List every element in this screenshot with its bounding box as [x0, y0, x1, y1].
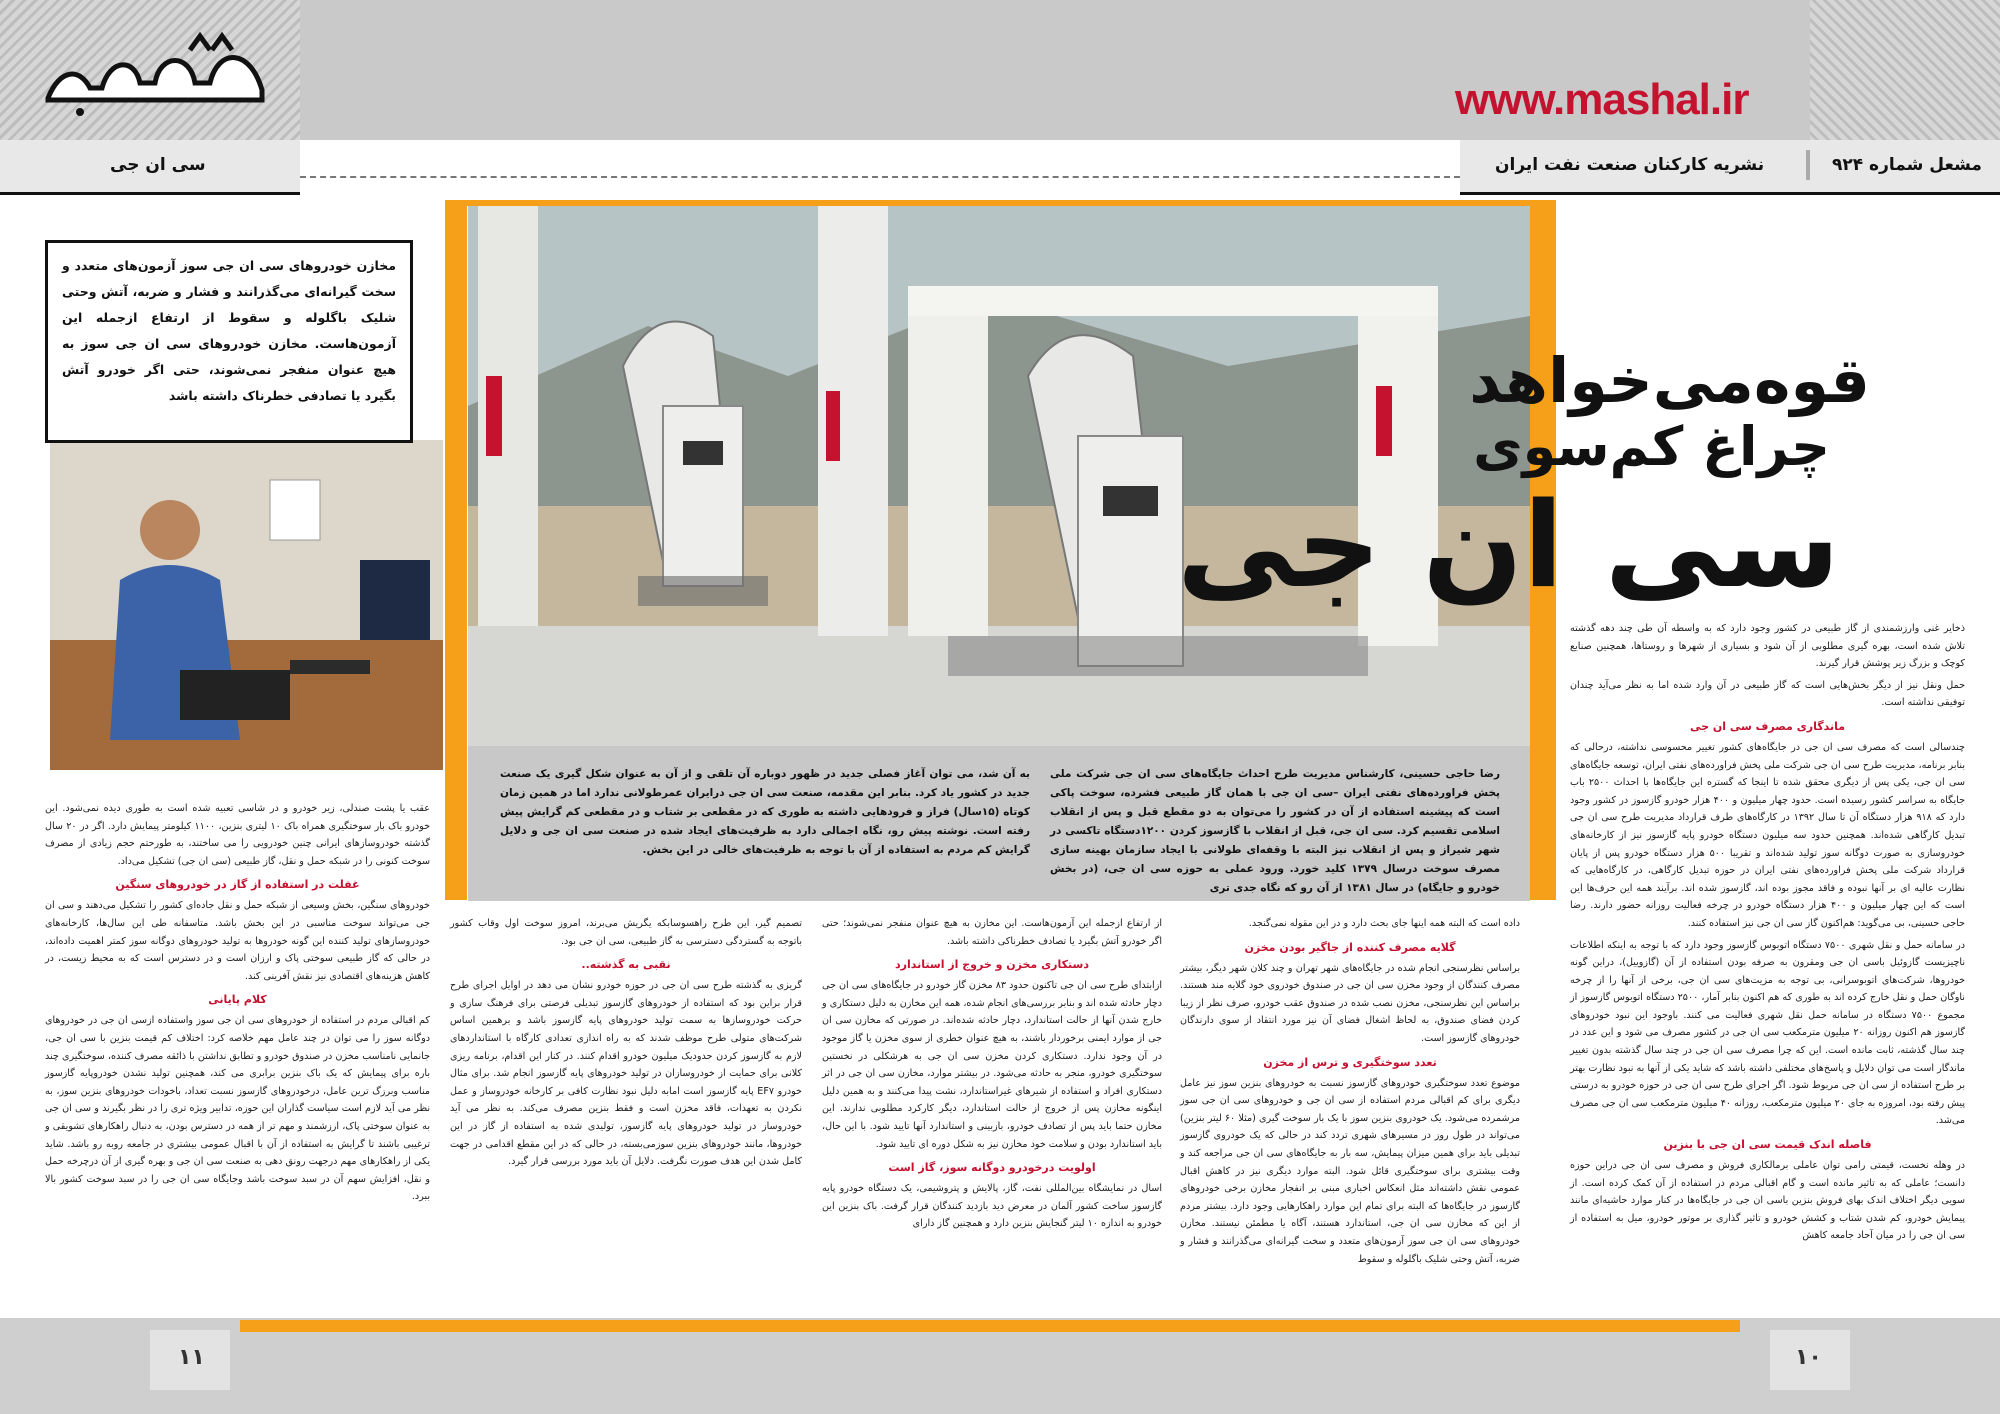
- c3-p1: از ارتفاع ازجمله این آزمون‌هاست. این مخازن به هیچ عنوان منفجر نمی‌شوند؛ حتی اگر خودرو آتش بگیرد یا تصادف خطرناکی داشته باشد.: [822, 918, 1162, 947]
- footer-band: [0, 1318, 2000, 1414]
- c1-p5: در وهله نخست، قیمتی رامی توان عاملی برمالکاری فروش و مصرف سی ان جی دراین حوزه دانست؛ عاملی که به تاثیر مانده است و گام اقبالی مردم در استفاده از آن کمک کرده است. از سویی دیگر اختلاف اندک بهای فروش بنزین باسی ان جی در جایگاه‌ها در کنار موارد حاشیه‌ای مانند پیمایش خودرو، کم شدن شتاب و کشش خودرو و تاثیر گذاری بر موتور خودرو، میل به استفاده از سی ان جی را در میان آحاد جامعه کاهش: [1570, 1160, 1965, 1242]
- c1-heading-1: ماندگاری مصرف سی ان جی: [1689, 719, 1846, 733]
- website-url[interactable]: www.mashal.ir: [1455, 75, 1749, 124]
- column-3: [822, 915, 1162, 1237]
- c5-heading-2: کلام پایانی: [208, 993, 267, 1007]
- header-dashed-rule: [300, 176, 1460, 178]
- c2-p2: براساس نظرسنجی انجام شده در جایگاه‌های شهر تهران و چند کلان شهر دیگر، بیشتر مصرف کنندگان از وجود مخزن سی ان جی در صندوق خودروی خود گلایه مند هستند. براساس این نظرسنجی، مخزن نصب شده در صندوق عقب خودرو، صرف نظر از زیبا کردن فضای صندوق، به لحاظ اشغال فضای آن نیز مورد انتقاد از سوی دارندگان خودروهای گازسوز است.: [1180, 962, 1520, 1044]
- c1-heading-2: فاصله اندک قیمت سی ان جی با بنزین: [1663, 1138, 1872, 1152]
- c5-heading-1: غفلت در استفاده از گاز در خودروهای سنگین: [115, 878, 360, 892]
- intro-caption-left: به آن شد، می توان آغاز فصلی جدید در ظهور دوباره آن تلقی و از آن به عنوان شکل گیری یک صنعت جدید در کشور یاد کرد. بنابر این مقدمه، صنعت سی ان جی درایران عمرطولانی ندارد اما در همین زمان کوتاه (۱۵سال) فراز و فرودهایی داشته به طوری که در مقطعی بر شتاب و در مقطعی کم گرایش پیش رفته است. نوشته پیش رو، نگاه اجمالی دارد به ظرفیت‌های ایجاد شده در صنعت سی ان جی و دلایل گرایش کم مردم به استفاده از آن با توجه به ظرفیت‌های خالی در این بخش.: [500, 768, 1031, 856]
- c5-p3: کم اقبالی مردم در استفاده از خودروهای سی ان جی سوز واستفاده ازسی ان جی در خودروهای دوگانه سوز را می توان در چند عامل مهم خلاصه کرد: اختلاف کم قیمت بنزین با سی ان جی، جانمایی نامناسب مخزن در صندوق خودرو و تطابق نداشتن با ذائقه مصرف کننده، سوختگیری چند باره برای پیمایش که یک باک بنزین برابری می کند، همچنین تولید نشدن خودروپایه گازسوز مناسب وبرزگ ترین عامل، درخودروهای گازسوز نسبت تعداد، باخودات خودروهای بنزین سوز، به نظر می آید لازم است سیاست گذاران این حوزه، تدابیر ویژه تری را در نظر بگیرند و سی ان جی به عنوان سوختی پاک، ارزشمند و مهم تر از همه در دسترس بودن، به دنبال راهکارهای تشویقی و ترغیبی باشند تا گرایش به استفاده از آن با اقبال عمومی بیشتری در جامعه روبه رو باشد. شاید یکی از راهکارهای مهم درجهت رونق دهی به صنعت سی ان جی و بهره گیری از آن درچرخه حمل و نقل، افزایش سهم آن در سبد سوخت باشد وجایگاه سی ان جی را در سبد سوخت کشور بالا ببرد.: [45, 1015, 430, 1203]
- c2-heading-1: گلایه مصرف کننده از جاگیر بودن مخزن: [1244, 940, 1456, 954]
- c5-p1: عقب یا پشت صندلی، زیر خودرو و در شاسی تعبیه شده است به طوری دیده نمی‌شود. این خودرو باک بار سوختگیری همراه باک ۱۰ لیتری بنزین، ۱۱۰۰ کیلومتر پیمایش دارد. اگر در ۲۰ سال گذشته خودروسازهای ایرانی چنین خودرویی را می ساختند، به طورحتم حجم زیادی از مصرف سوخت کنونی را در شبکه حمل و نقل، گاز طبیعی (سی ان جی) تشکیل می‌داد.: [45, 803, 430, 867]
- c1-p1: ذخایر غنی وارزشمندی از گاز طبیعی در کشور وجود دارد که به واسطه آن طی چند دهه گذشته تلاش شده است، بهره گیری مطلوبی از آن شود و بسیاری از شهرها و روستاها، همچنین صنایع کوچک و بزرگ زیر پوشش قرار گیرند.: [1570, 623, 1965, 670]
- column-4: [450, 915, 802, 1175]
- office-worker-photo: [50, 440, 443, 770]
- publication-name: نشریه کارکنان صنعت نفت ایران: [1495, 155, 1765, 175]
- c4-p1: تصمیم گیر، این طرح راهسوسابکه یگریش می‌برند، امروز سوخت اول وقاب کشور باتوجه به گستردگی دسترسی به گاز طبیعی، سی ان جی بود.: [450, 918, 802, 947]
- c2-p1: داده است که البته همه اینها جای بحث دارد و در این مقوله نمی‌گنجد.: [1248, 918, 1520, 929]
- c3-heading-2: اولویت درخودرو دوگانه سوز، گاز است: [888, 1161, 1096, 1175]
- column-5: [45, 800, 430, 1210]
- headline-line-1: قوه‌می‌خواهد: [1469, 344, 1870, 417]
- section-title: سی ان جی: [110, 155, 206, 175]
- c1-p4: در سامانه حمل و نقل شهری ۷۵۰۰ دستگاه اتوبوس گازسوز وجود دارد که با توجه به اینکه اطلاعات ناچیزیست گازوئیل باسی ان جی ومقرون به صرفه بودن استفاده از آن (گازوییل)، دراین گونه خودروها، شرکت‌های اتوبوسرانی، بی توجه به مزیت‌های سی ان جی، برخی از آنها را از چرخه ناوگان حمل و نقل خارج کرده اند به طوری که هم اکنون بنابر آمار، ۲۵۰۰ دستگاه اتوبوس گازسوز از مجموع ۷۵۰۰ دستگاه در سامانه حمل نقل شهری فعالیت می کنند. باوجود این نبود خودروهای گازسوز هم اکنون روزانه ۲۰ میلیون مترمکعب سی ان جی در کشور مصرف می شود و این عدد در چند سال گذشته، ثابت مانده است. این که چرا مصرف سی ان جی در چند سال گذشته بدون تغییر ماندگار است می توان دلایل و پاسخ‌های مختلفی داشته باشد که شاید یکی از آنها به نبود نظارت بهتر بر طرح استفاده از سی ان جی مربوط شود. اگر اجرای طرح سی ان جی در حوزه خودرو به درستی پیش رفته بود، امروزه به جای ۲۰ میلیون مترمکعب، روزانه ۴۰ میلیون مترمکعب سی ان جی مصرف می‌شد.: [1570, 939, 1966, 1127]
- c5-p2: خودروهای سنگین، بخش وسیعی از شبکه حمل و نقل جاده‌ای کشور را تشکیل می‌دهند و سی ان جی می‌تواند سوخت مناسبی در این بخش باشد. متاسفانه طی این سال‌ها، کارخانه‌های خودروسازهای تولید کننده این گونه خودروها به تولید خودروهای دوگانه سوز کمتر اهمیت داده‌اند، در حالی که گاز طبیعی سوختی پاک و ارزان است و در دسترس است که به محیط زیست، در کاهش هزینه‌های اقتصادی نیز نقش آفرینی کند.: [45, 900, 430, 982]
- issue-number: مشعل شماره ۹۲۴: [1832, 155, 1982, 175]
- mashal-logo: [40, 28, 270, 118]
- c3-p2: ازابتدای طرح سی ان جی تاکنون حدود ۸۳ مخزن گاز خودرو در جایگاه‌های سی ان جی دچار حادثه شده اند و بنابر بررسی‌های انجام شده، همه این مخازن به دلیل دستکاری و خارج شدن آنها از حالت استاندارد، دچار حادثه شده‌اند. در صورتی که مخازن سی ان جی از موارد ایمنی برخوردار باشند، به هیچ عنوان خطری از سوی مخزن یا گاز موجود در آن وجود ندارد. دستکاری کردن مخزن سی ان جی به هرشکلی در نخستین سوختگیری خودرو، منجر به حادثه می‌شود. در بیشتر موارد، مخازن سی ان جی در اثر دستکاری افراد و استفاده از شیرهای غیراستاندارد، نشت پیدا می‌کنند و به همین دلیل اینگونه مخازن پس از خروج از حالت استاندارد، دیگر کارکرد مطلوبی ندارند. این مخازن حتما باید پس از تصادف خودرو، بازبینی و استاندارد آنها تایید شود. با این حال، باید استاندارد بودن و سلامت خود مخازن نیز به شکل دوره ای تایید شود.: [822, 980, 1162, 1150]
- header-separator: [1806, 150, 1810, 180]
- column-1: [1570, 620, 1965, 1249]
- c3-heading-1: دستکاری مخزن و خروج از استاندارد: [895, 958, 1089, 972]
- c2-p3: موضوع تعدد سوختگیری خودروهای گازسوز نسبت به خودروهای بنزین سوز نیز عامل دیگری برای کم اقبالی مردم استفاده از سی ان جی و خودروهای سی ان جی سوز مرشمرده می‌شود. یک خودروی بنزین سوز با یک بار سوخت گیری (مثلا ۶۰ لیتر بنزین) می‌تواند در طول روز در مسیرهای شهری تردد کند در حالی که یک خودروی گازسوز تبدیلی باید برای همین میزان پیمایش، سه بار به جایگاه‌های سی ان جی مراجعه کند و وقت بیشتری برای سوختگیری قائل شود. البته موارد دیگری نیز در کاهش اقبال عمومی نقش داشته‌اند مثل انعکاس اخباری مبنی بر انفجار مخازن برخی خودروهای گازسوز در جایگاه‌ها که البته برای تمام این موارد راهکارهایی وجود دارد. بیشتر مردم از این که مخازن سی ان جی، استاندارد هستند، آگاه یا مطمئن نیستند. مخازن خودروهای سی ان جی سوز آزمون‌های متعدد و سخت گیرانه‌ای می‌گذرانند و فشار و ضربه، آتش وحتی شلیک باگلوله و سقوط: [1180, 1077, 1520, 1265]
- c1-p3: چندسالی است که مصرف سی ان جی در جایگاه‌های کشور تغییر محسوسی نداشته، درحالی که بنابر برنامه، مدیریت طرح سی ان جی شرکت ملی پخش فراورده‌های نفتی ایران، توسعه جایگاه‌های سی ان جی، یکی پس از دیگری محقق شده تا اینجا که گستره این جایگاه‌ها با احداث ۲۵۰۰ باب جایگاه به سراسر کشور رسیده است. حدود چهار میلیون و ۴۰۰ هزار خودرو گازسوز در کشور وجود دارد که ۹۱۸ هزار دستگاه آن تا سال ۱۳۹۲ در کارگاه‌های طرف قرارداد مدیریت طرح سی ان جی تبدیل کارگاهی شده‌اند. همچنین حدود سه میلیون دستگاه خودرو پایه گازسوز نیز از کارخانه‌های خودروسازی به صورت دوگانه سوز تولید شده‌اند و تقریبا ۵۰۰ هزار دستگاه خودرو پس از پایان قرارداد شرکت ملی پخش فراورده‌های نفتی ایران در حوزه تبدیل کارگاهی، در کارگاه‌هایی که نظارت عالیه ای بر آنها نبوده و فاقد مجوز بوده اند، گازسوز شده اند. برآیند همه این حرف‌ها این است که این چهار میلیون و ۴۰۰ هزار دستگاه خودرو در چرخه فعالیت روزانه حضور دارند. رضا حاجی حسینی، بی می‌گوید: هم‌اکنون گاز سی ان جی نیز استفاده کنند.: [1570, 741, 1965, 929]
- page-number-right: ۱۰: [1795, 1345, 1822, 1370]
- page-number-left: ۱۱: [178, 1345, 205, 1370]
- intro-caption-right: رضا حاجی حسینی، کارشناس مدیریت طرح احداث جایگاه‌های سی ان جی شرکت ملی پخش فراورده‌های نفتی ایران –سی ان جی با همان گاز طبیعی فشرده، سوخت پاکی است که پیشینه استفاده از آن در کشور را می‌توان به دو مقطع قبل و پس از انقلاب اسلامی تقسیم کرد. سی ان جی، قبل از انقلاب با گازسوز کردن ۱۲۰۰دستگاه تاکسی در شهر شیراز و پس از انقلاب نیز البته با وقفه‌ای طولانی با ایجاد سازمان بهینه سازی مصرف سوخت درسال ۱۳۷۹ کلید خورد. ورود عملی به حوزه سی ان جی، (در بخش خودرو و جایگاه) در سال ۱۳۸۱ از آن رو که نگاه جدی تری: [1050, 768, 1500, 894]
- c4-heading-1: نقبی به گذشته..: [581, 958, 671, 972]
- orange-frame-left: [445, 200, 467, 900]
- c2-heading-2: تعدد سوختگیری و ترس از مخزن: [1263, 1055, 1437, 1069]
- column-2: [1180, 915, 1520, 1272]
- c3-p3: اسال در نمایشگاه بین‌المللی نفت، گاز، پالایش و پتروشیمی، یک دستگاه خودرو پایه گازسوز ساخت کشور آلمان در معرض دید بازدید کنندگان قرار گرفت. باک بنزین این خودرو به اندازه ۱۰ لیتر گنجایش بنزین دارد و همچنین گاز دارای: [822, 1183, 1162, 1230]
- c1-p2: حمل ونقل نیز از دیگر بخش‌هایی است که گاز طبیعی در آن وارد شده اما به نظر می‌آید چندان توفیقی نداشته است.: [1570, 679, 1965, 709]
- c4-p2: گریزی به گذشته طرح سی ان جی در حوزه خودرو نشان می دهد در اوایل اجرای طرح قرار براین بود که استفاده از خودروهای گازسوز تبدیلی فرصتی برای فرهنگ سازی و حرکت خودروسازها به سمت تولید خودروهای پایه گازسوز باشد و برهمین اساس شرکت‌های متولی طرح موظف شدند که به راه اندازی تعدادی کارگاه با استانداردهای لازم به گازسوز کردن حدودیک میلیون خودرو اقدام کنند. در کنار این اقدام، برنامه ریزی کلانی برای حمایت از خودروسازان در تولید خودروهای پایه گازسوز انجام شد. برای مثال خودرو EF۷ پایه گازسوز است امابه دلیل نبود نظارت کافی بر کارخانه خودروساز و عمل نکردن به تعهدات، فاقد مخزن است و فقط بنزین مصرف می‌کند. به نظر می آید خودروساز در تولید خودروهای پایه گازسوز، تولیدی شده به استفاده از گاز در این خودروها، مانند خودروهای بنزین سوزمی‌بسته، در حالی که در این مقطع اقدامی در جهت کامل شدن این هدف صورت نگرفت. دلایل آن باید مورد بررسی قرار گیرد.: [450, 980, 802, 1168]
- footer-stripe: [240, 1320, 1740, 1332]
- headline-line-3: سی ان جی: [1176, 476, 1840, 614]
- pull-quote: مخازن خودروهای سی ان جی سوز آزمون‌های متعدد و سخت گیرانه‌ای می‌گذرانند و فشار و ضربه، آتش وحتی شلیک باگلوله و سقوط از ارتفاع ازجمله این آزمون‌هاست. مخازن خودروهای سی ان جی سوز به هیچ عنوان منفجر نمی‌شوند، حتی اگر خودرو آتش بگیرد یا تصادفی خطرناک داشته باشد: [45, 240, 413, 443]
- headline-line-2: چراغ کم‌سوی: [1473, 415, 1830, 478]
